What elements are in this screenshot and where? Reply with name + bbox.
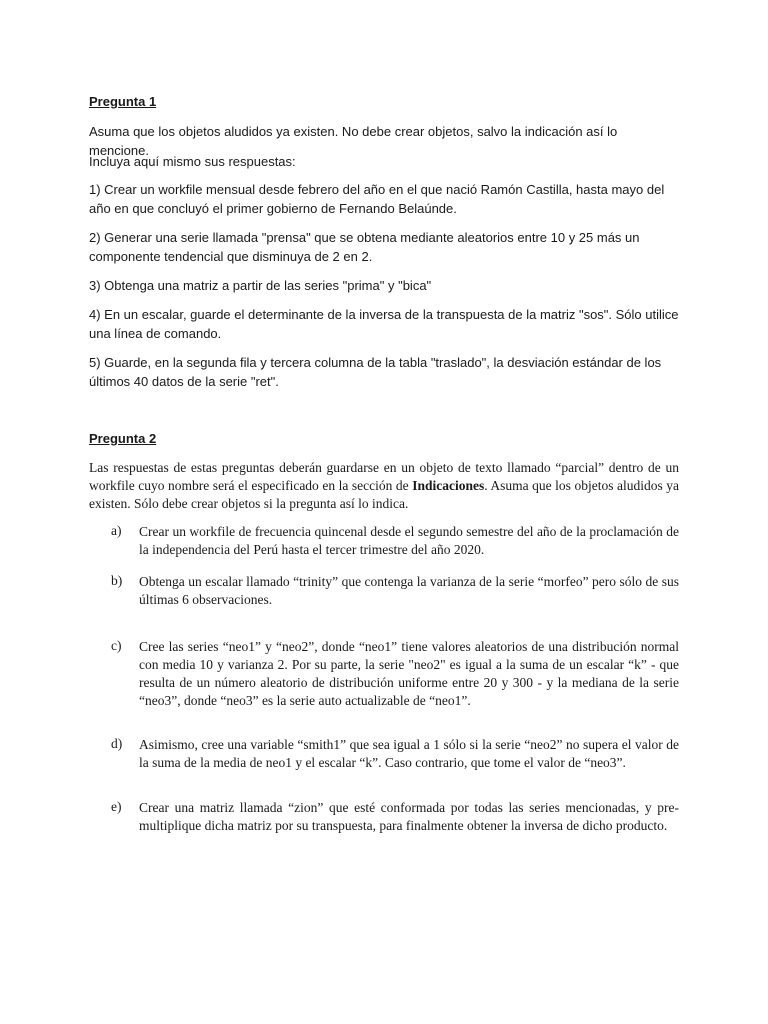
question-1-item-3: 3) Obtenga una matriz a partir de las series "prima" y "bica" — [89, 278, 432, 293]
question-2-intro-bold: Indicaciones — [412, 478, 485, 493]
question-2-intro-text-1: Las respuestas de estas preguntas deberán guardarse en un objeto de texto llamado “parcial” dentro de un workfile cuyo nombre será el especificado en la sección de — [89, 460, 679, 493]
question-2-intro-text-2: . Asuma que los objetos aludidos ya existen. Sólo debe crear objetos si la pregunta así lo indica. — [89, 478, 680, 511]
list-marker: c) — [111, 638, 122, 653]
question-1-intro: Asuma que los objetos aludidos ya existen. No debe crear objetos, salvo la indicación así lo mencione. — [89, 124, 618, 158]
list-item-text: Crear un workfile de frecuencia quincenal desde el segundo semestre del año de la proclamación de la independencia del Perú hasta el tercer trimestre del año 2020. — [139, 524, 679, 557]
list-marker: e) — [111, 799, 122, 814]
list-item-text: Cree las series “neo1” y “neo2”, donde “neo1” tiene valores aleatorios de una distribución normal con media 10 y varianza 2. Por su parte, la serie "neo2" es igual a la suma de un escalar “k” - que resulta de un número aleatorio de distribución uniforme entre 20 y 300 - y la mediana de la serie “neo3”, donde “neo3” es la serie auto actualizable de “neo1”. — [139, 639, 679, 708]
question-1-item-2: 2) Generar una serie llamada "prensa" que se obtena mediante aleatorios entre 10 y 25 más un componente tendencial que disminuya de 2 en 2. — [89, 230, 640, 264]
question-1-instructions: Incluya aquí mismo sus respuestas: — [89, 154, 296, 169]
question-1-item-4: 4) En un escalar, guarde el determinante de la inversa de la transpuesta de la matriz "sos". Sólo utilice una línea de comando. — [89, 307, 679, 341]
question-2-intro — [89, 459, 679, 513]
list-marker: d) — [111, 736, 123, 751]
question-1-item-1: 1) Crear un workfile mensual desde febrero del año en el que nació Ramón Castilla, hasta mayo del año en que concluyó el primer gobierno de Fernando Belaúnde. — [89, 182, 665, 216]
list-marker: b) — [111, 573, 123, 588]
list-item-text: Crear una matriz llamada “zion” que esté conformada por todas las series mencionadas, y pre-multiplique dicha matriz por su transpuesta, para finalmente obtener la inversa de dicho producto. — [139, 800, 679, 833]
list-marker: a) — [111, 523, 122, 538]
question-2-heading: Pregunta 2 — [89, 431, 157, 446]
list-item-text: Obtenga un escalar llamado “trinity” que contenga la varianza de la serie “morfeo” pero sólo de sus últimas 6 observaciones. — [139, 574, 679, 607]
list-item-text: Asimismo, cree una variable “smith1” que sea igual a 1 sólo si la serie “neo2” no supera el valor de la suma de la media de neo1 y el escalar “k”. Caso contrario, que tome el valor de “neo3”. — [139, 737, 679, 770]
question-1-heading: Pregunta 1 — [89, 94, 157, 109]
question-1-item-5: 5) Guarde, en la segunda fila y tercera columna de la tabla "traslado", la desviación estándar de los últimos 40 datos de la serie "ret". — [89, 355, 662, 389]
